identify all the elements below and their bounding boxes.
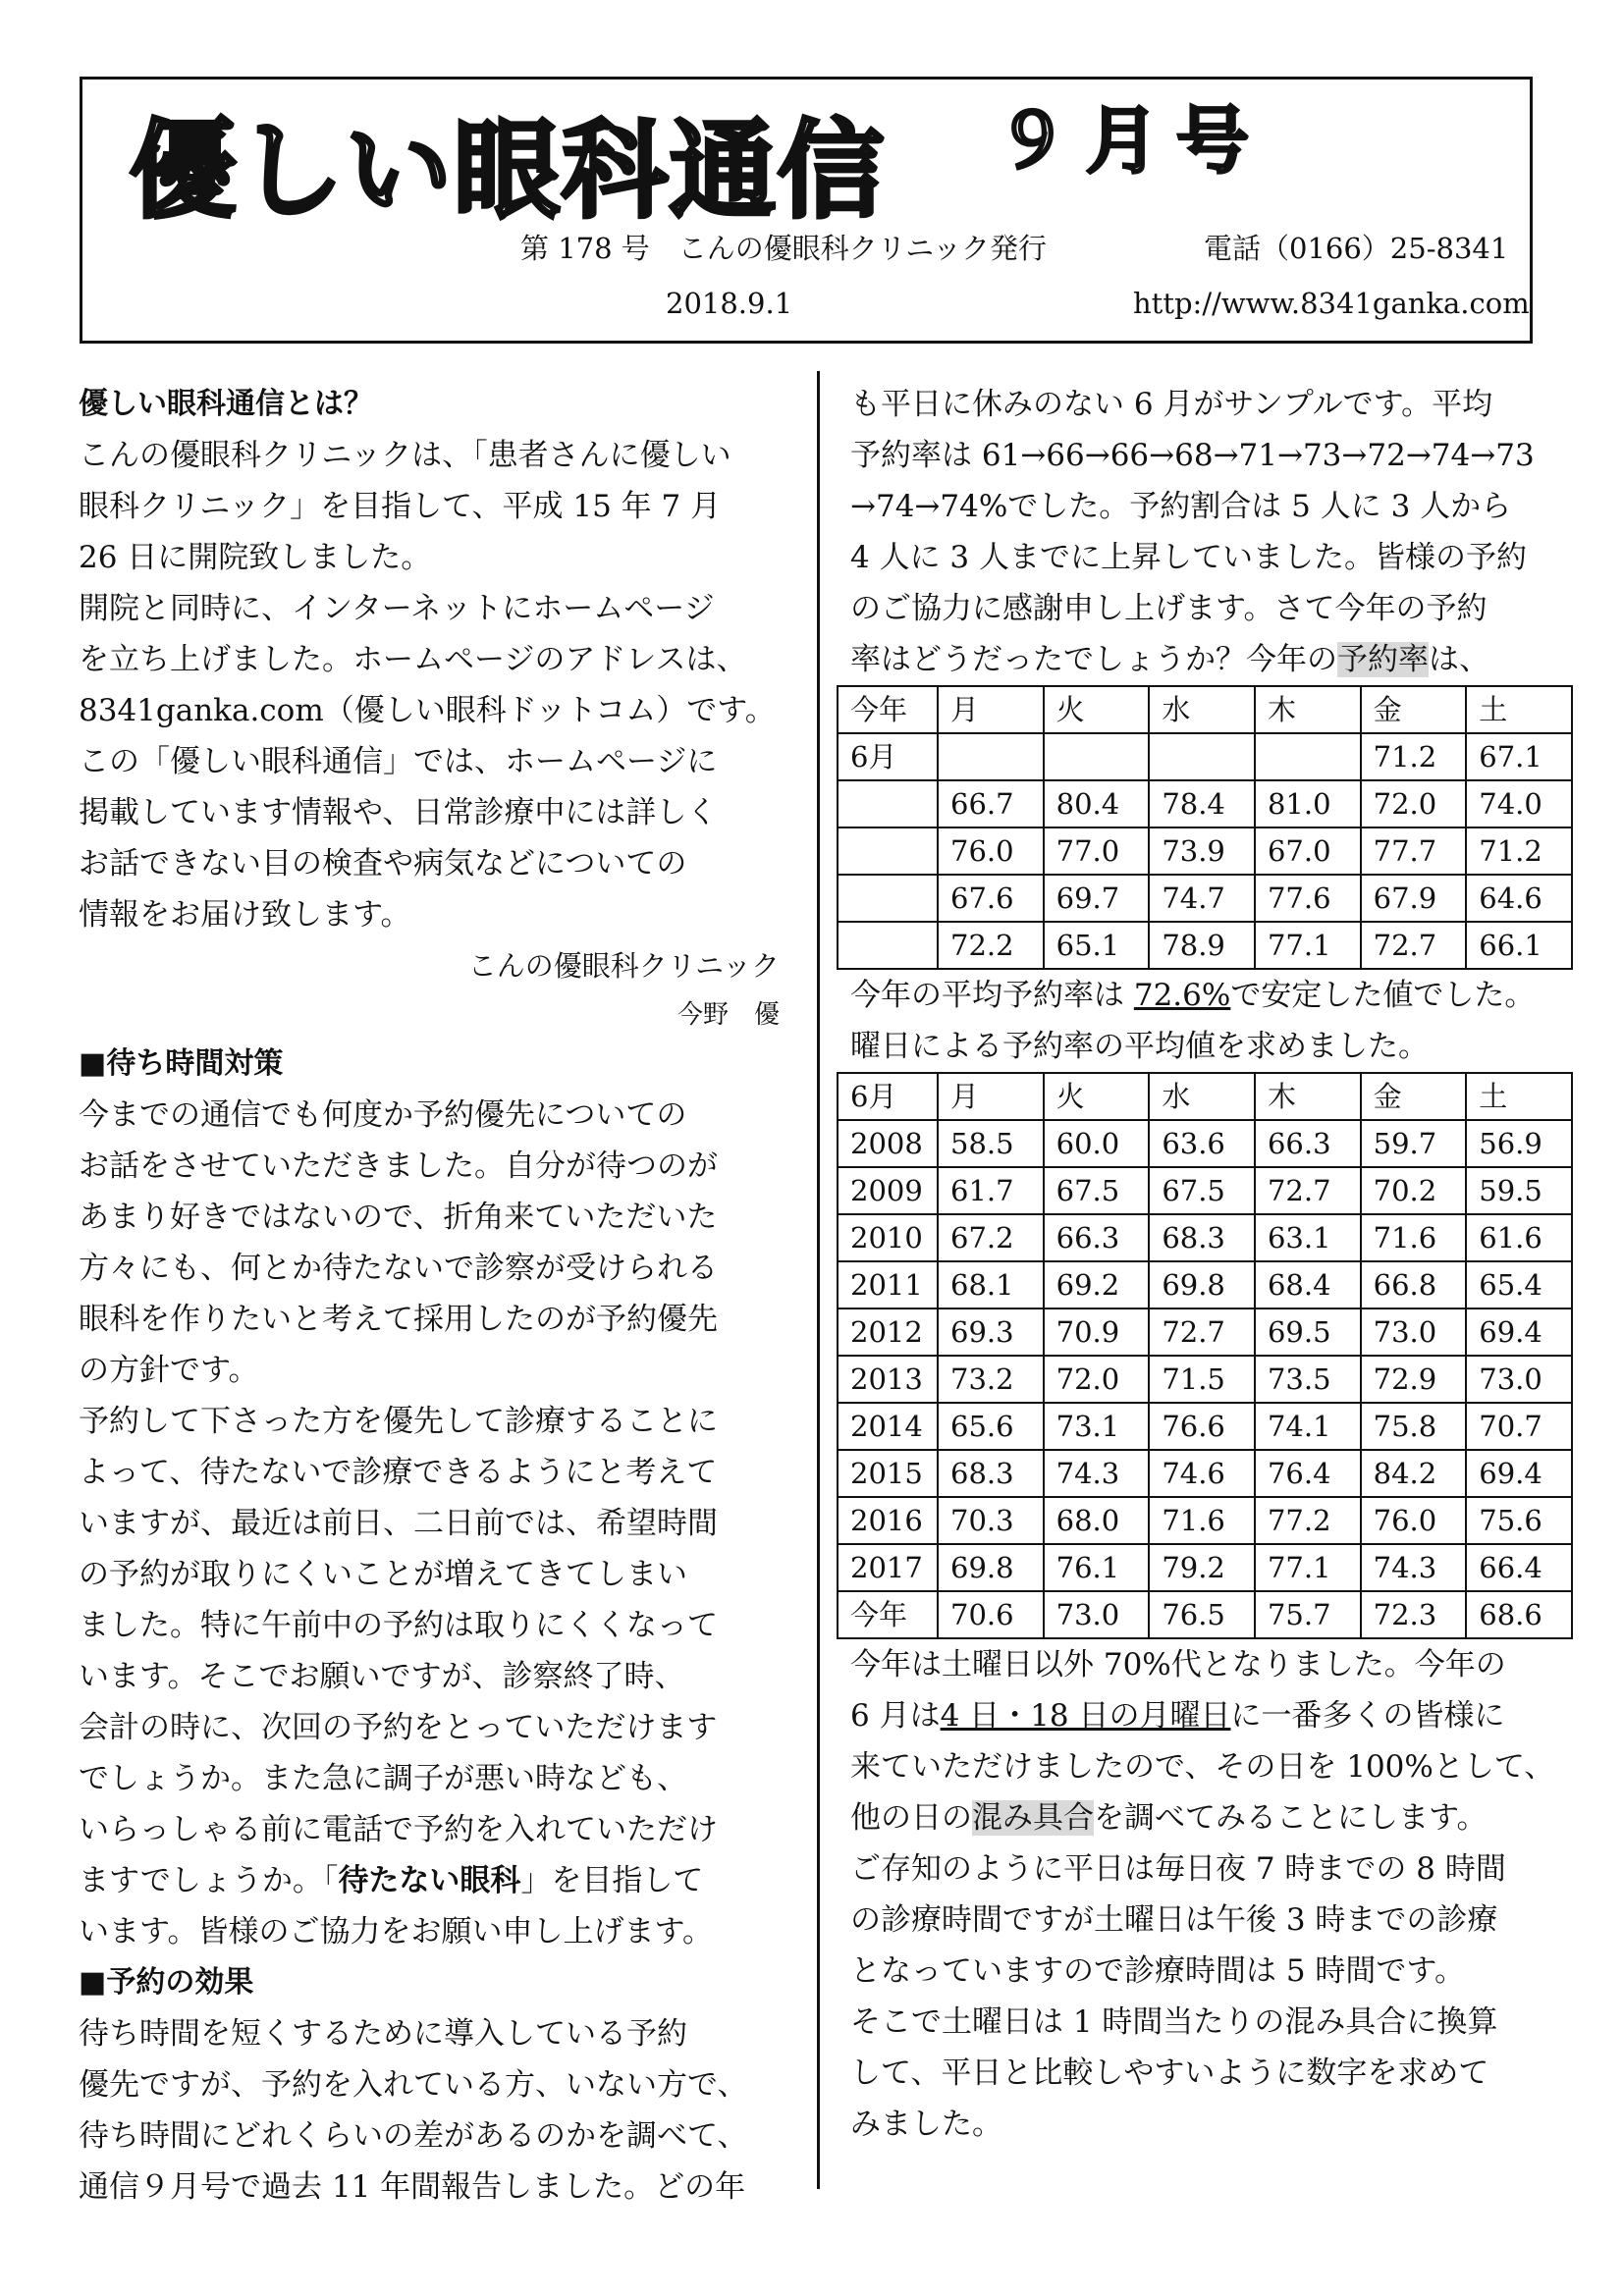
table-cell: 77.7	[1361, 828, 1467, 875]
reservation-effect-heading: ■予約の効果	[79, 1965, 254, 2000]
text-line: となっていますので診療時間は 5 時間です。	[850, 1953, 1465, 1989]
table-cell: 60.0	[1044, 1120, 1150, 1167]
table-cell: 土	[1466, 1073, 1572, 1120]
table-row	[838, 1167, 1572, 1214]
text-line: 会計の時に、次回の予約をとっていただけます	[79, 1710, 718, 1745]
table-cell: 75.8	[1361, 1403, 1467, 1450]
text-line: 8341ganka.com（優しい眼科ドットコム）です。	[79, 693, 776, 728]
table-cell: 73.0	[1044, 1591, 1150, 1638]
table-cell: 73.1	[1044, 1403, 1150, 1450]
table-cell: 66.1	[1466, 922, 1572, 969]
table-cell: 72.3	[1361, 1591, 1467, 1638]
table-cell: 77.0	[1044, 828, 1150, 875]
table-cell: 68.0	[1044, 1497, 1150, 1544]
table-cell: 68.6	[1466, 1591, 1572, 1638]
table-header-row	[838, 1073, 1572, 1120]
text-line: 今までの通信でも何度か予約優先についての	[79, 1097, 687, 1133]
text-line: のご協力に感謝申し上げます。さて今年の予約	[850, 591, 1488, 626]
table-cell: 68.4	[1255, 1261, 1361, 1308]
table-cell: 71.2	[1466, 828, 1572, 875]
table-cell: 76.1	[1044, 1544, 1150, 1591]
table-cell: 2010	[838, 1214, 938, 1261]
intro-body	[79, 430, 785, 940]
table-cell	[838, 780, 938, 828]
table-cell: 水	[1149, 1073, 1255, 1120]
text-line: して、平日と比較しやすいように数字を求めて	[850, 2056, 1489, 2091]
table-cell: 78.9	[1149, 922, 1255, 969]
clinic-signature: こんの優眼科クリニック	[467, 949, 780, 983]
table-cell: 79.2	[1149, 1544, 1255, 1591]
table-cell: 68.3	[938, 1450, 1044, 1497]
table-cell: 71.5	[1149, 1356, 1255, 1403]
text-line: 今年は土曜日以外 70%代となりました。今年の	[850, 1647, 1506, 1682]
table-cell: 月	[938, 1073, 1044, 1120]
table-cell: 69.8	[1149, 1261, 1255, 1308]
table-cell: 67.1	[1466, 733, 1572, 780]
table-cell: 64.6	[1466, 875, 1572, 922]
text-line: の予約が取りにくいことが増えてきてしまい	[79, 1557, 687, 1592]
table-cell: 70.7	[1466, 1403, 1572, 1450]
table-cell: 74.3	[1361, 1544, 1467, 1591]
text-line: 予約して下さった方を優先して診療することに	[79, 1404, 718, 1439]
text-line: 来ていただけましたので、その日を 100%として、	[850, 1749, 1555, 1785]
table-cell: 71.6	[1361, 1214, 1467, 1261]
table-cell: 68.3	[1149, 1214, 1255, 1261]
table-cell: 73.9	[1149, 828, 1255, 875]
table-cell: 80.4	[1044, 780, 1150, 828]
table-cell	[838, 875, 938, 922]
table-cell: 2014	[838, 1403, 938, 1450]
wait-time-heading: ■待ち時間対策	[79, 1046, 284, 1081]
table-cell: 77.6	[1255, 875, 1361, 922]
website-url: http://www.8341ganka.com	[1133, 287, 1530, 320]
table-cell: 61.7	[938, 1167, 1044, 1214]
table-cell: 72.9	[1361, 1356, 1467, 1403]
table-cell: 67.5	[1044, 1167, 1150, 1214]
text-line: みました。	[850, 2107, 1002, 2142]
right-column	[850, 379, 1567, 2150]
table-cell: 77.1	[1255, 1544, 1361, 1591]
issue-line: 第 178 号 こんの優眼科クリニック発行	[520, 232, 1048, 265]
reservation-effect-body	[79, 2008, 785, 2213]
table-cell: 75.7	[1255, 1591, 1361, 1638]
table-cell: 65.4	[1466, 1261, 1572, 1308]
phone-number: 電話（0166）25-8341	[1204, 232, 1509, 265]
table-cell: 2008	[838, 1120, 938, 1167]
table-header-row	[838, 686, 1572, 733]
text-line: ました。特に午前中の予約は取りにくくなって	[79, 1608, 718, 1643]
average-rate-value: 72.6%	[1133, 978, 1231, 1013]
table-row	[838, 1497, 1572, 1544]
table-cell: 66.8	[1361, 1261, 1467, 1308]
table-cell: 69.3	[938, 1308, 1044, 1356]
table-cell: 73.0	[1466, 1356, 1572, 1403]
table-cell: 今年	[838, 686, 938, 733]
table-cell: 67.0	[1255, 828, 1361, 875]
table-cell: 72.7	[1361, 922, 1467, 969]
table-cell: 69.7	[1044, 875, 1150, 922]
table-cell: 69.5	[1255, 1308, 1361, 1356]
slogan-bold: 待たない眼科	[338, 1863, 521, 1898]
table-cell: 73.0	[1361, 1308, 1467, 1356]
table-cell: 69.4	[1466, 1308, 1572, 1356]
table-cell: 65.1	[1044, 922, 1150, 969]
text-line: こんの優眼科クリニックは、「患者さんに優しい	[79, 438, 731, 473]
text-line: 情報をお届け致します。	[79, 897, 411, 933]
text-line: を立ち上げました。ホームページのアドレスは、	[79, 642, 747, 677]
table-cell: 水	[1149, 686, 1255, 733]
issue-date: 2018.9.1	[666, 287, 793, 320]
table-cell: 84.2	[1361, 1450, 1467, 1497]
table-cell: 土	[1466, 686, 1572, 733]
text-line: 待ち時間にどれくらいの差があるのかを調べて、	[79, 2118, 748, 2154]
text-line: 通信９月号で過去 11 年間報告しました。どの年	[79, 2169, 746, 2205]
text-line: お話をさせていただきました。自分が待つのが	[79, 1148, 718, 1184]
table-cell: 59.7	[1361, 1120, 1467, 1167]
text-line: 今年の平均予約率は 72.6%で安定した値でした。	[850, 978, 1536, 1013]
highlight-crowdedness: 混み具合	[972, 1800, 1094, 1836]
masthead	[80, 77, 1533, 344]
text-line: お話できない目の検査や病気などについての	[79, 846, 687, 881]
table-cell: 66.3	[1044, 1214, 1150, 1261]
table-cell: 70.6	[938, 1591, 1044, 1638]
table-cell: 75.6	[1466, 1497, 1572, 1544]
table-cell: 76.6	[1149, 1403, 1255, 1450]
table-cell: 67.6	[938, 875, 1044, 922]
table-cell: 66.3	[1255, 1120, 1361, 1167]
text-line: 方々にも、何とか待たないで診察が受けられる	[79, 1251, 718, 1286]
table-cell: 74.0	[1466, 780, 1572, 828]
text-line: この「優しい眼科通信」では、ホームページに	[79, 744, 718, 779]
table-cell: 74.3	[1044, 1450, 1150, 1497]
table-row	[838, 1261, 1572, 1308]
table-cell: 67.5	[1149, 1167, 1255, 1214]
text-line: 6 月は4 日・18 日の月曜日に一番多くの皆様に	[850, 1698, 1505, 1734]
table-cell: 66.4	[1466, 1544, 1572, 1591]
intro-heading: 優しい眼科通信とは？	[79, 387, 373, 421]
table-cell	[838, 828, 938, 875]
table-cell: 71.2	[1361, 733, 1467, 780]
table-row	[838, 875, 1572, 922]
table-cell: 76.0	[1361, 1497, 1467, 1544]
table-cell: 72.0	[1044, 1356, 1150, 1403]
table-row	[838, 1308, 1572, 1356]
table-cell: 2011	[838, 1261, 938, 1308]
table-cell	[1149, 733, 1255, 780]
table-cell: 2012	[838, 1308, 938, 1356]
table-cell: 2015	[838, 1450, 938, 1497]
table-cell: 72.0	[1361, 780, 1467, 828]
table-cell: 63.6	[1149, 1120, 1255, 1167]
table-cell: 67.9	[1361, 875, 1467, 922]
table-row	[838, 780, 1572, 828]
author-signature: 今野 優	[676, 1000, 780, 1030]
text-line: 掲載しています情報や、日常診療中には詳しく	[79, 795, 718, 830]
text-line: 26 日に開院致しました。	[79, 540, 432, 575]
table-cell: 76.5	[1149, 1591, 1255, 1638]
table-cell: 74.6	[1149, 1450, 1255, 1497]
table-cell: 74.7	[1149, 875, 1255, 922]
newsletter-title: 優しい眼科通信	[130, 110, 887, 233]
table-row	[838, 1403, 1572, 1450]
table-cell: 木	[1255, 1073, 1361, 1120]
table-cell: 70.3	[938, 1497, 1044, 1544]
table-cell: 66.7	[938, 780, 1044, 828]
busiest-days-underlined: 4 日・18 日の月曜日	[940, 1698, 1231, 1734]
table-row	[838, 733, 1572, 780]
table-cell: 72.7	[1149, 1308, 1255, 1356]
text-line: 他の日の混み具合を調べてみることにします。	[850, 1800, 1488, 1836]
table-cell: 74.1	[1255, 1403, 1361, 1450]
table-cell: 59.5	[1466, 1167, 1572, 1214]
table-cell: 火	[1044, 686, 1150, 733]
table-cell: 金	[1361, 686, 1467, 733]
text-line: 曜日による予約率の平均値を求めました。	[850, 1029, 1429, 1064]
table-cell: 77.2	[1255, 1497, 1361, 1544]
table-row	[838, 1450, 1572, 1497]
text-line: ご存知のように平日は毎日夜 7 時までの 8 時間	[850, 1851, 1506, 1887]
table-row	[838, 1591, 1572, 1638]
table-cell: 69.4	[1466, 1450, 1572, 1497]
text-line: いらっしゃる前に電話で予約を入れていただけ	[79, 1812, 718, 1847]
table-cell: 2016	[838, 1497, 938, 1544]
text-line: でしょうか。また急に調子が悪い時なども、	[79, 1761, 687, 1796]
table-cell: 70.2	[1361, 1167, 1467, 1214]
text-line: 待ち時間を短くするために導入している予約	[79, 2016, 687, 2052]
text-line: 予約率は 61→66→66→68→71→73→72→74→73	[850, 438, 1535, 473]
table-cell: 今年	[838, 1591, 938, 1638]
table-cell: 63.1	[1255, 1214, 1361, 1261]
text-line: そこで土曜日は 1 時間当たりの混み具合に換算	[850, 2004, 1498, 2040]
text-line: →74→74%でした。予約割合は 5 人に 3 人から	[850, 489, 1512, 524]
table-cell: 56.9	[1466, 1120, 1572, 1167]
issue-month-title: ９月号	[996, 99, 1267, 184]
table-cell: 76.4	[1255, 1450, 1361, 1497]
text-line: よって、待たないで診療できるようにと考えて	[79, 1455, 718, 1490]
highlight-reservation-rate: 予約率	[1337, 642, 1429, 677]
table-cell: 58.5	[938, 1120, 1044, 1167]
table-cell: 73.2	[938, 1356, 1044, 1403]
table-cell: 77.1	[1255, 922, 1361, 969]
table-cell: 78.4	[1149, 780, 1255, 828]
table-cell	[838, 922, 938, 969]
text-line: 4 人に 3 人までに上昇していました。皆様の予約	[850, 540, 1528, 575]
table-cell	[1255, 733, 1361, 780]
table-cell: 72.2	[938, 922, 1044, 969]
table-row	[838, 1214, 1572, 1261]
table-cell: 金	[1361, 1073, 1467, 1120]
text-line: 優先ですが、予約を入れている方、いない方で、	[79, 2067, 748, 2103]
table-cell: 6月	[838, 733, 938, 780]
table-cell: 月	[938, 686, 1044, 733]
text-line: 眼科クリニック」を目指して、平成 15 年 7 月	[79, 489, 722, 524]
table-cell: 71.6	[1149, 1497, 1255, 1544]
this-year-rate-table	[837, 685, 1573, 970]
yearly-rate-table	[837, 1072, 1573, 1639]
table-cell: 81.0	[1255, 780, 1361, 828]
table-cell: 2013	[838, 1356, 938, 1403]
table-cell: 2017	[838, 1544, 938, 1591]
text-line: も平日に休みのない 6 月がサンプルです。平均	[850, 387, 1493, 422]
text-line: います。そこでお願いですが、診察終了時、	[79, 1659, 685, 1694]
text-line: あまり好きではないので、折角来ていただいた	[79, 1200, 718, 1235]
wait-time-body	[79, 1090, 785, 1957]
table-cell: 76.0	[938, 828, 1044, 875]
table-cell: 6月	[838, 1073, 938, 1120]
column-divider	[817, 371, 820, 2189]
text-line: の方針です。	[79, 1353, 259, 1388]
table-cell: 2009	[838, 1167, 938, 1214]
text-line: 開院と同時に、インターネットにホームページ	[79, 591, 715, 626]
table-row	[838, 922, 1572, 969]
text-line: 眼科を作りたいと考えて採用したのが予約優先	[79, 1302, 718, 1337]
left-column	[79, 379, 785, 2213]
table-row	[838, 1544, 1572, 1591]
table-row	[838, 828, 1572, 875]
table-cell: 73.5	[1255, 1356, 1361, 1403]
text-line: いますが、最近は前日、二日前では、希望時間	[79, 1506, 718, 1541]
table-row	[838, 1356, 1572, 1403]
table-cell: 69.8	[938, 1544, 1044, 1591]
table-cell	[1044, 733, 1150, 780]
text-line: の診療時間ですが土曜日は午後 3 時までの診療	[850, 1902, 1498, 1938]
table-cell: 72.7	[1255, 1167, 1361, 1214]
table-cell: 68.1	[938, 1261, 1044, 1308]
table-cell: 61.6	[1466, 1214, 1572, 1261]
table-row	[838, 1120, 1572, 1167]
table-cell	[938, 733, 1044, 780]
table-cell: 67.2	[938, 1214, 1044, 1261]
table-cell: 65.6	[938, 1403, 1044, 1450]
table-cell: 木	[1255, 686, 1361, 733]
text-line: ますでしょうか。「待たない眼科」を目指して	[79, 1863, 704, 1898]
table-cell: 火	[1044, 1073, 1150, 1120]
text-line: います。皆様のご協力をお願い申し上げます。	[79, 1914, 714, 1949]
text-line: 率はどうだったでしょうか？今年の予約率は、	[850, 642, 1489, 677]
table-cell: 69.2	[1044, 1261, 1150, 1308]
table-cell: 70.9	[1044, 1308, 1150, 1356]
